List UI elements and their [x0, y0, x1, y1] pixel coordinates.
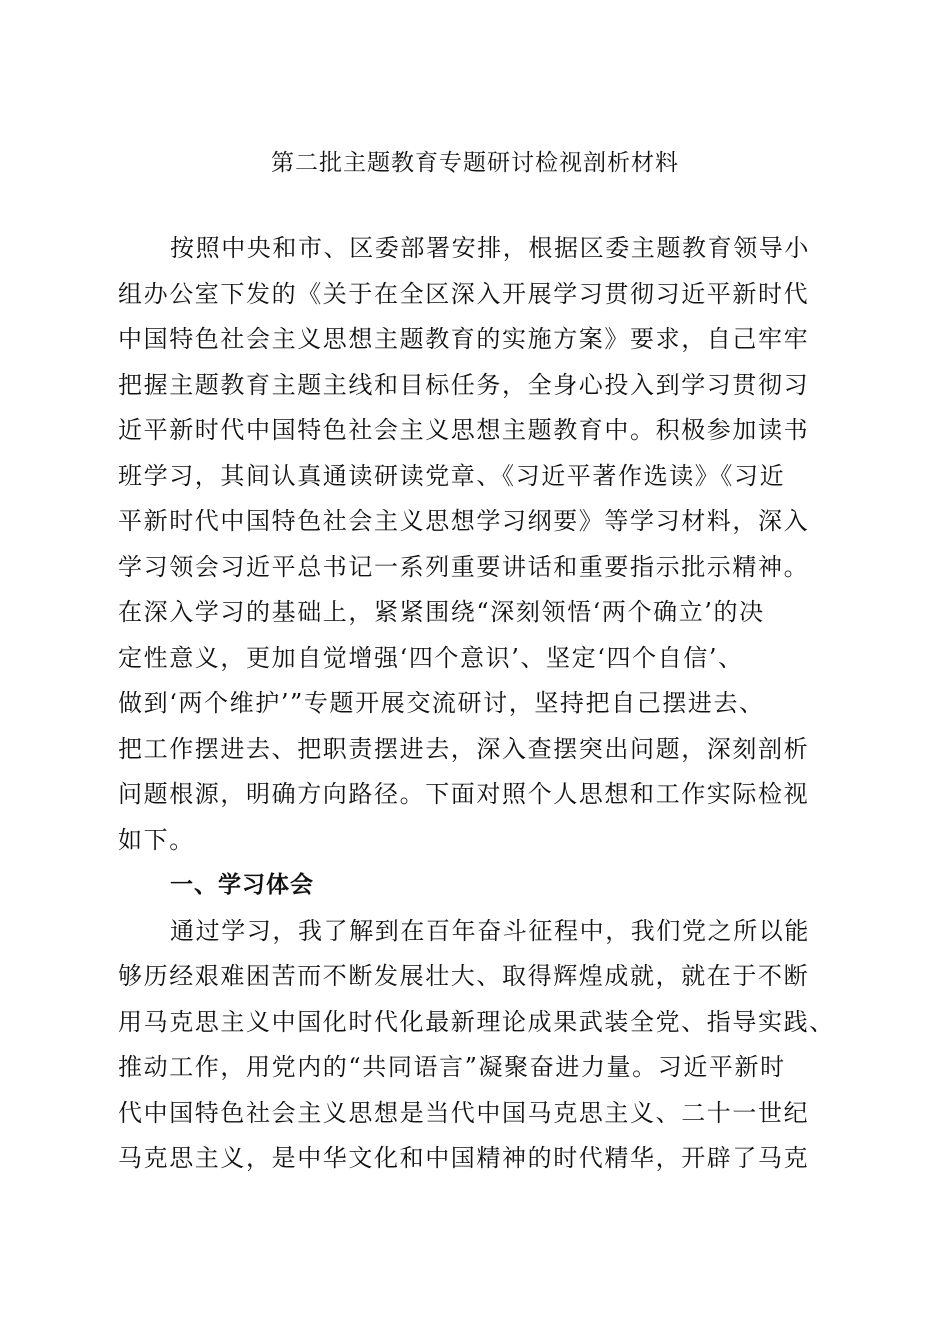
intro-paragraph-line: 学习领会习近平总书记一系列重要讲话和重要指示批示精神。	[118, 552, 810, 581]
intro-paragraph-line: 如下。	[118, 825, 195, 854]
intro-paragraph-line: 平新时代中国特色社会主义思想学习纲要》等学习材料，深入	[118, 507, 810, 535]
section-paragraph-line: 用马克思主义中国化时代化最新理论成果武装全党、指导实践、	[118, 1007, 835, 1036]
section-paragraph-line: 推动工作，用党内的“共同语言”凝聚奋进力量。习近平新时	[118, 1053, 786, 1081]
intro-paragraph-line: 按照中央和市、区委部署安排，根据区委主题教育领导小	[170, 234, 810, 262]
section-paragraph-line: 通过学习，我了解到在百年奋斗征程中，我们党之所以能	[170, 916, 810, 945]
intro-paragraph-line: 做到‘两个维护’”专题开展交流研讨，坚持把自己摆进去、	[118, 689, 765, 717]
section-paragraph-line: 够历经艰难困苦而不断发展壮大、取得辉煌成就，就在于不断	[118, 962, 810, 990]
document-title: 第二批主题教育专题研讨检视剖析材料	[271, 150, 679, 176]
intro-paragraph-line: 中国特色社会主义思想主题教育的实施方案》要求，自己牢牢	[118, 325, 810, 353]
intro-paragraph-line: 定性意义，更加自觉增强‘四个意识’、坚定‘四个自信’、	[118, 643, 744, 672]
intro-paragraph-line: 把工作摆进去、把职责摆进去，深入查摆突出问题，深刻剖析	[118, 734, 810, 763]
intro-paragraph-line: 组办公室下发的《关于在全区深入开展学习贯彻习近平新时代	[118, 279, 810, 308]
document-body	[118, 226, 835, 1182]
intro-paragraph-line: 问题根源，明确方向路径。下面对照个人思想和工作实际检视	[118, 780, 810, 808]
section-paragraph-line: 马克思主义，是中华文化和中国精神的时代精华，开辟了马克	[118, 1144, 810, 1172]
intro-paragraph-line: 把握主题教育主题主线和目标任务，全身心投入到学习贯彻习	[118, 370, 810, 399]
intro-paragraph-line: 班学习，其间认真通读研读党章、《习近平著作选读》《习近	[118, 461, 786, 490]
section-paragraph-line: 代中国特色社会主义思想是当代中国马克思主义、二十一世纪	[118, 1098, 810, 1127]
intro-paragraph-line: 近平新时代中国特色社会主义思想主题教育中。积极参加读书	[118, 416, 810, 444]
section-heading: 一、学习体会	[170, 872, 314, 898]
intro-paragraph-line: 在深入学习的基础上，紧紧围绕“深刻领悟‘两个确立’的决	[118, 598, 765, 626]
